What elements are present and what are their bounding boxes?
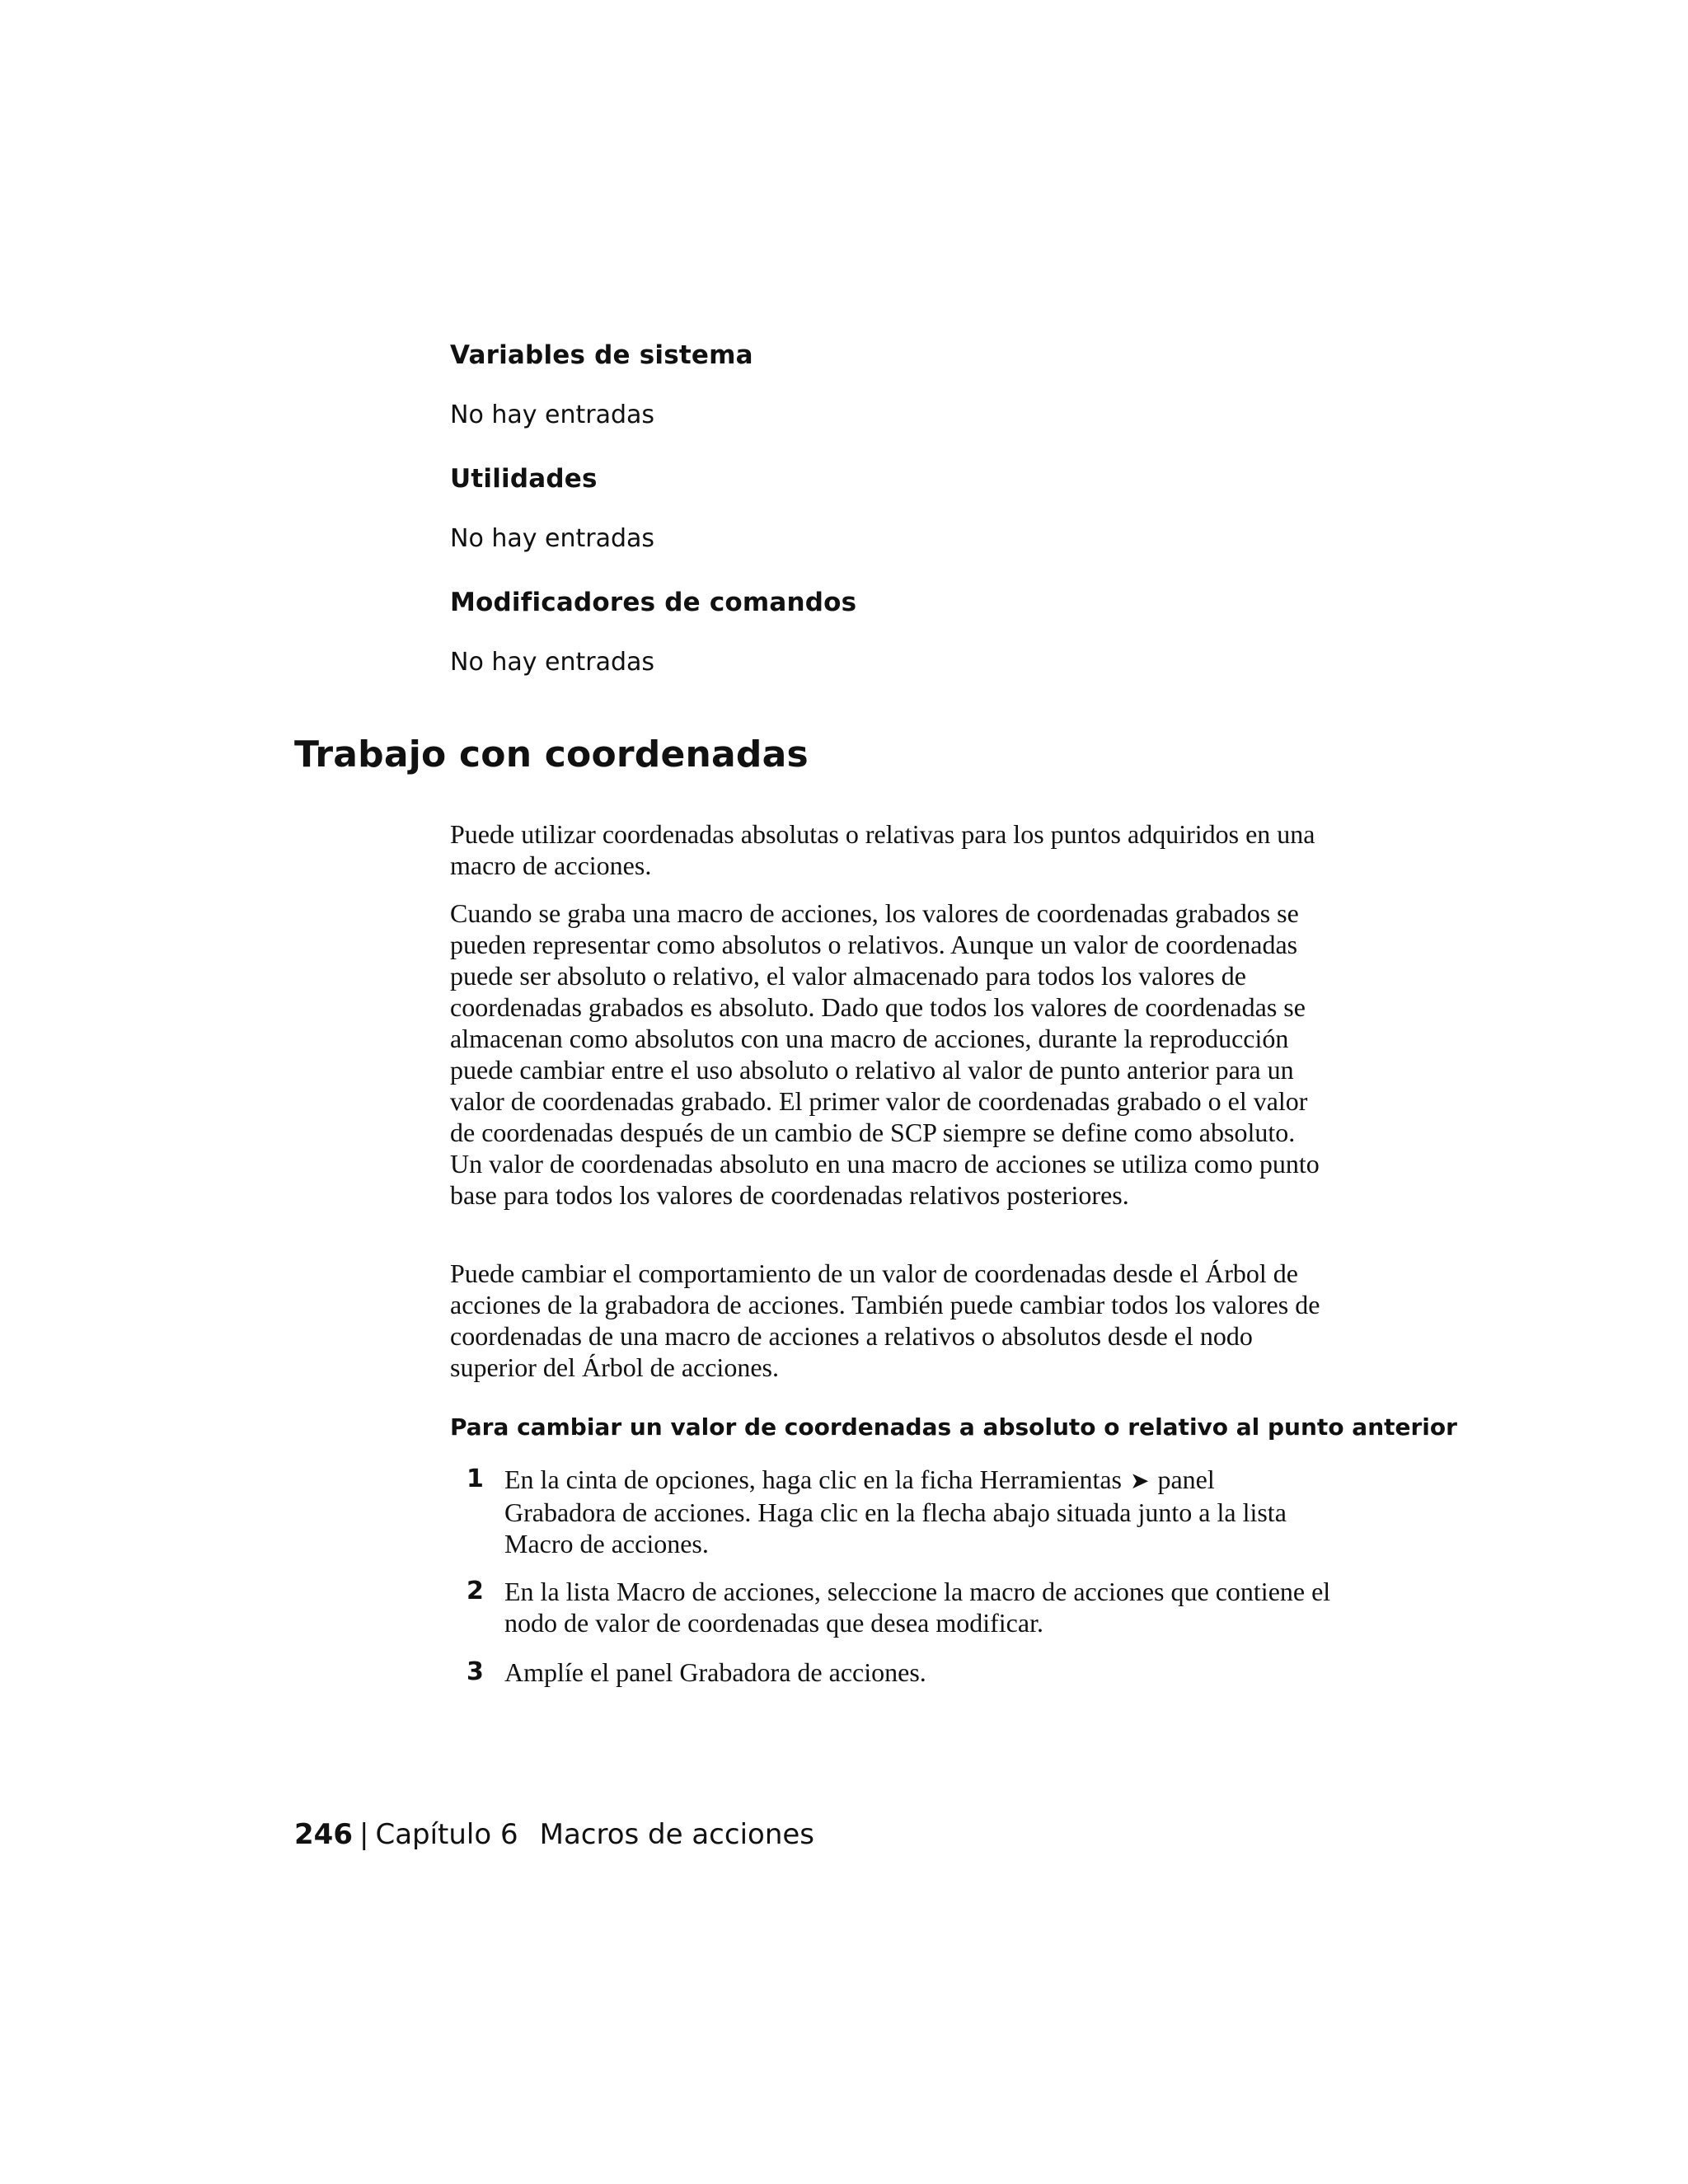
paragraph-text: Puede utilizar coordenadas absolutas o relativas para los puntos adquiridos en una macro de acciones. (450, 819, 1315, 880)
page-number: 246 (294, 1818, 353, 1851)
subsection-heading-variables: Variables de sistema (450, 340, 753, 370)
procedure-heading: Para cambiar un valor de coordenadas a absoluto o relativo al punto anterior (450, 1413, 1457, 1441)
body-paragraph-3 (450, 1258, 1324, 1383)
subsection-entry-variables: No hay entradas (450, 401, 655, 429)
paragraph-text: Puede cambiar el comportamiento de un valor de coordenadas desde el Árbol de acciones de la grabadora de acciones. También puede cambiar todos los valores de coordenadas de una macro de acciones a relativos o absolutos desde el nodo superior del Árbol de acciones. (450, 1258, 1320, 1382)
step-number: 3 (467, 1657, 484, 1686)
procedure-step (450, 1576, 1332, 1638)
footer-chapter: Capítulo 6 (375, 1818, 518, 1851)
step-text (504, 1464, 1332, 1559)
step-text-before: En la cinta de opciones, haga clic en la ficha Herramientas (504, 1465, 1122, 1494)
body-paragraph-1 (450, 818, 1324, 881)
subsection-heading-utilidades: Utilidades (450, 464, 598, 494)
arrow-right-icon: ➤ (1129, 1467, 1150, 1494)
page-footer (294, 1818, 814, 1851)
subsection-entry-modificadores: No hay entradas (450, 648, 655, 677)
step-number: 1 (467, 1465, 484, 1493)
body-paragraph-2 (450, 898, 1324, 1211)
procedure-step (450, 1464, 1332, 1559)
procedure-step (450, 1657, 1332, 1688)
footer-separator: | (359, 1818, 369, 1851)
paragraph-text: Cuando se graba una macro de acciones, los valores de coordenadas grabados se pueden representar como absolutos o relativos. Aunque un valor de coordenadas puede ser absoluto o relativo, el valor almacenado para todos los valores de coordenadas grabados es absoluto. Dado que todos los valores de coordenadas se almacenan como absolutos con una macro de acciones, durante la reproducción puede cambiar entre el uso absoluto o relativo al valor de punto anterior para un valor de coordenadas grabado. El primer valor de coordenadas grabado o el valor de coordenadas después de un cambio de SCP siempre se define como absoluto. Un valor de coordenadas absoluto en una macro de acciones se utiliza como punto base para todos los valores de coordenadas relativos posteriores. (450, 898, 1320, 1210)
step-text-after: panel Grabadora de acciones. Haga clic en la flecha abajo situada junto a la lista Macro de acciones. (504, 1465, 1287, 1558)
subsection-entry-utilidades: No hay entradas (450, 524, 655, 553)
subsection-heading-modificadores: Modificadores de comandos (450, 588, 857, 617)
footer-chapter-title: Macros de acciones (539, 1818, 815, 1851)
section-title: Trabajo con coordenadas (294, 733, 809, 776)
step-text: En la lista Macro de acciones, seleccione la macro de acciones que contiene el nodo de valor de coordenadas que desea modificar. (504, 1577, 1331, 1638)
step-text: Amplíe el panel Grabadora de acciones. (504, 1657, 926, 1687)
step-number: 2 (467, 1577, 484, 1605)
